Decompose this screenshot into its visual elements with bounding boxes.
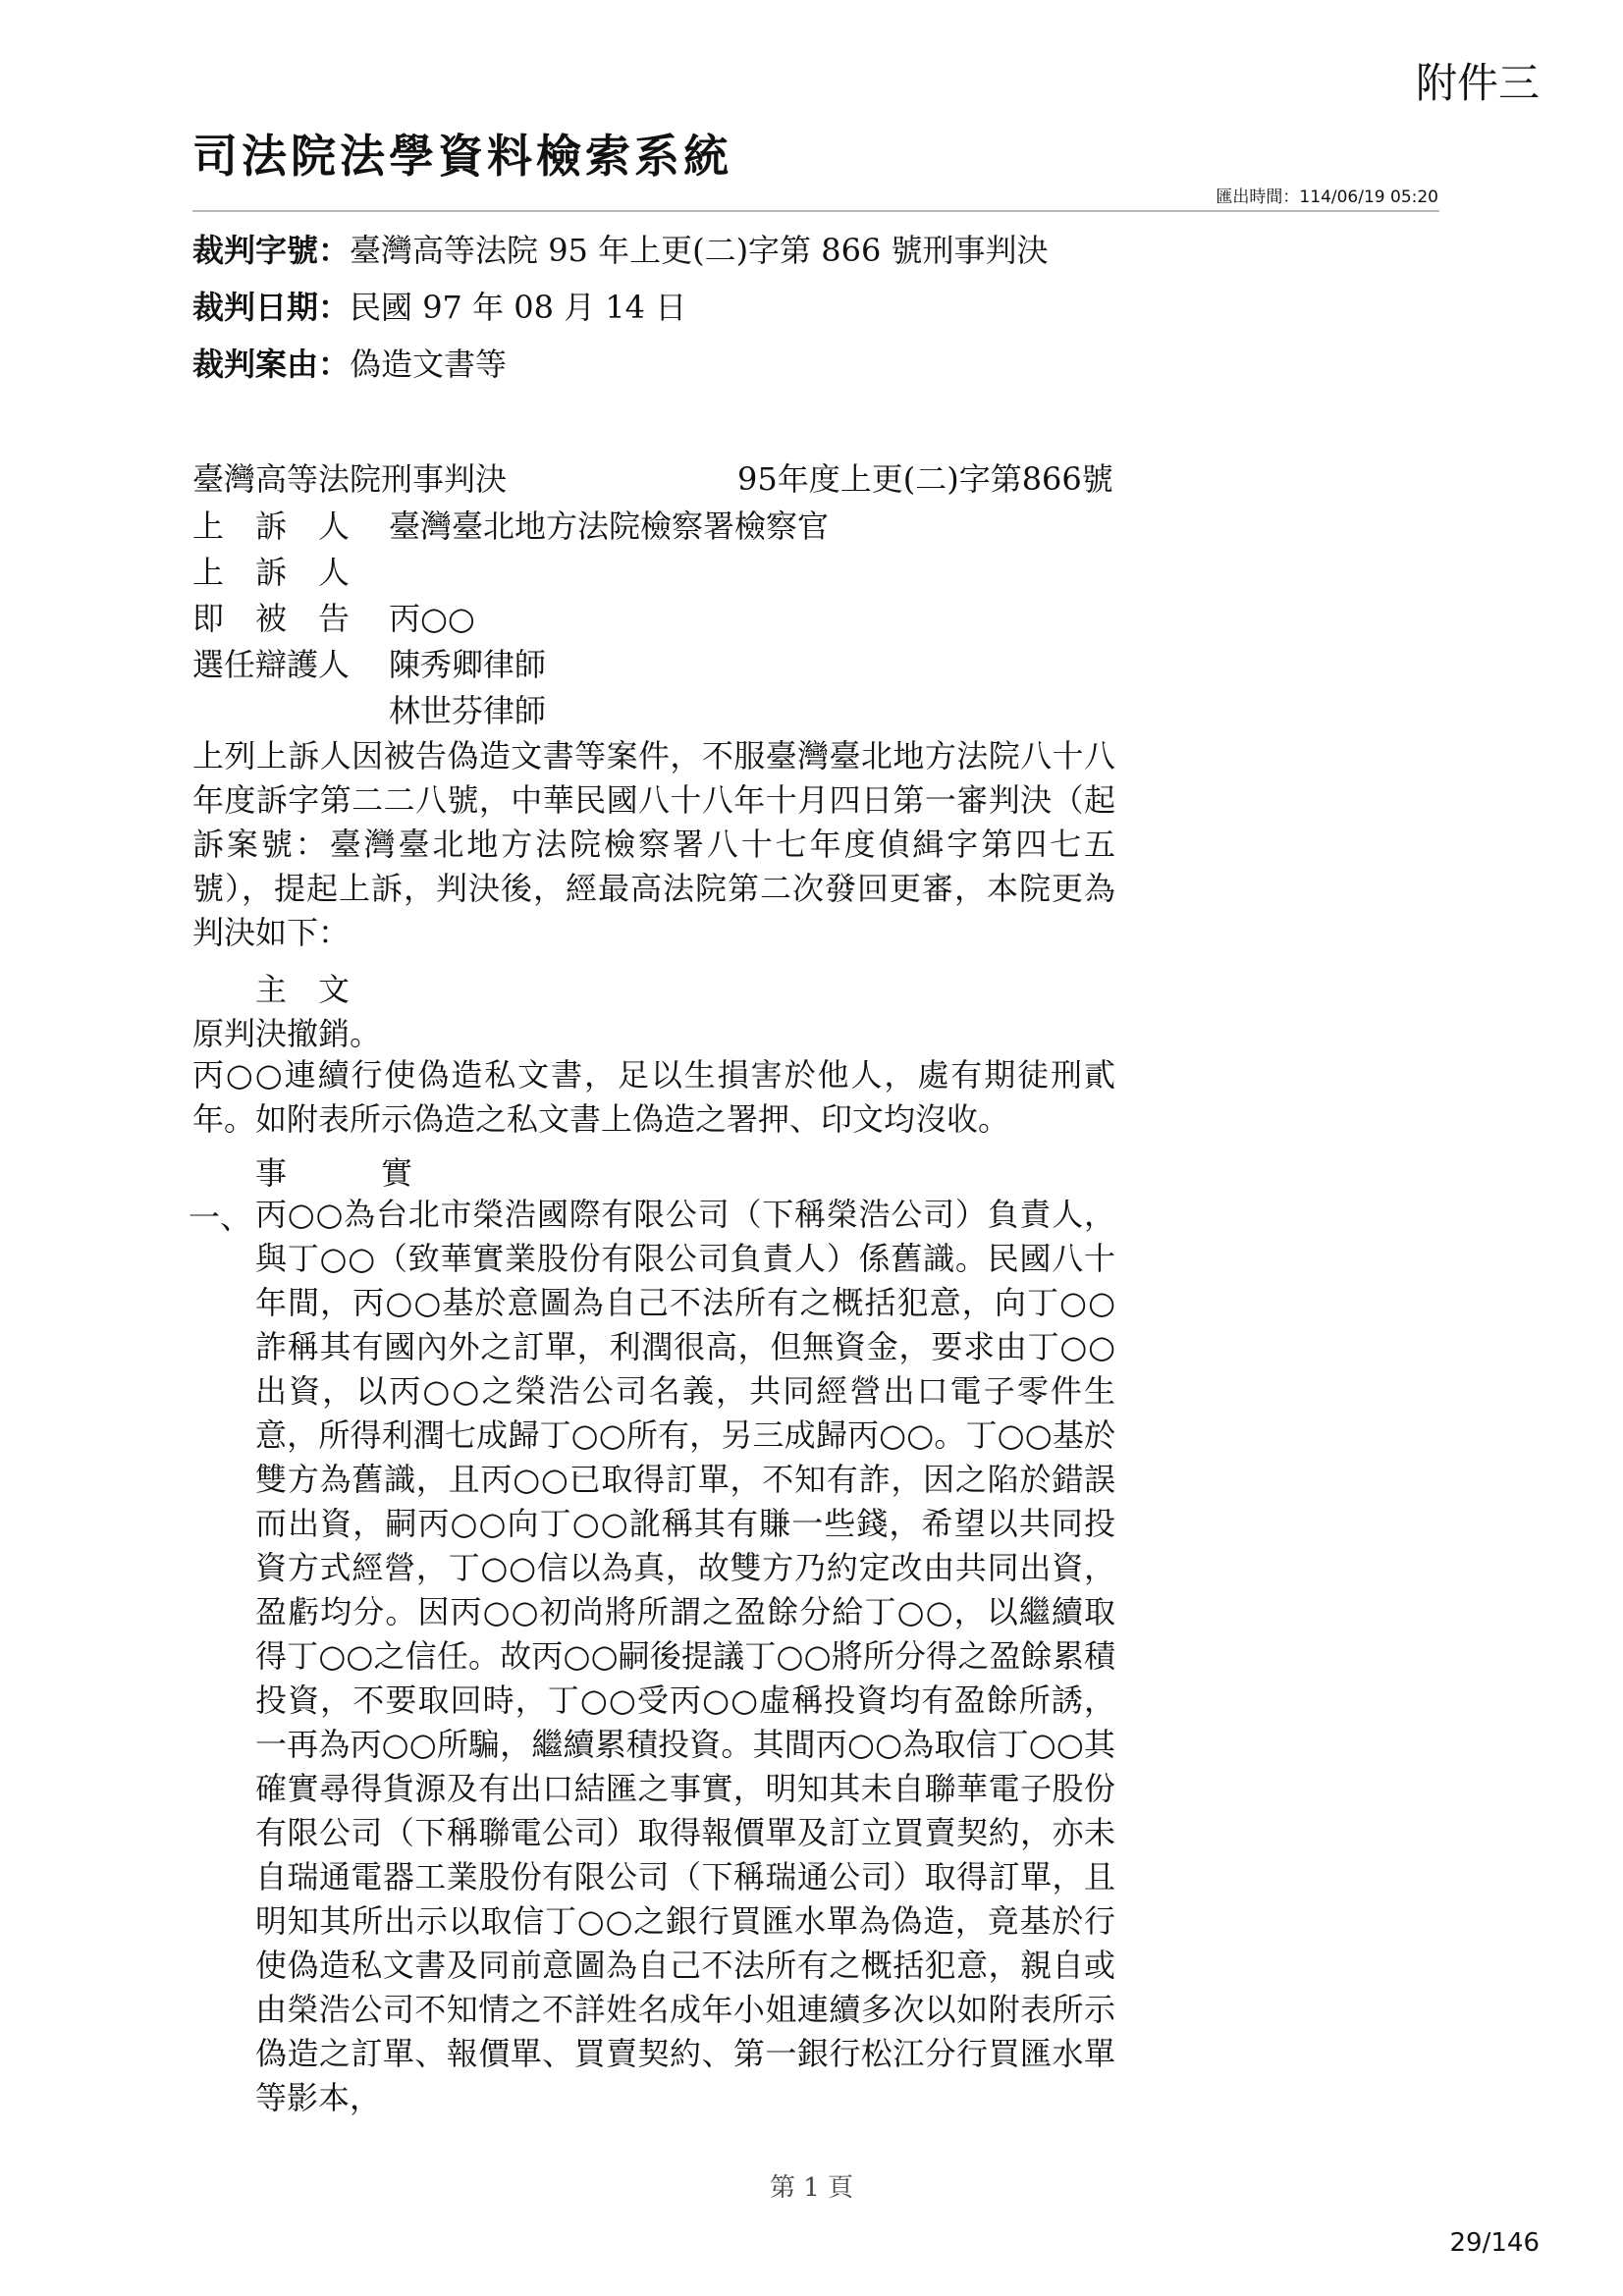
system-title: 司法院法學資料檢索系統 [192, 130, 732, 183]
main-text-heading: 主 文 [255, 971, 351, 1008]
facts-heading: 事 實 [255, 1154, 413, 1192]
judgment-date: 民國 97 年 08 月 14 日 [350, 289, 687, 326]
party-value: 丙○○ [389, 600, 475, 637]
party-value: 林世芬律師 [389, 692, 547, 729]
main-text-paragraph: 丙○○連續行使偽造私文書，足以生損害於他人，處有期徒刑貳年。如附表所示偽造之私文書上偽造之署押、印文均沒收。 [192, 1056, 1115, 1138]
party-label: 上 訴 人 [192, 554, 351, 591]
judgment-number: 95年度上更(二)字第866號 [737, 460, 1113, 498]
main-text-line: 原判決撤銷。 [192, 1015, 382, 1052]
party-label: 選任辯護人 [192, 646, 351, 683]
export-time: 匯出時間：114/06/19 05:20 [1216, 187, 1438, 207]
annex-label: 附件三 [1415, 59, 1540, 107]
case-number: 臺灣高等法院 95 年上更(二)字第 866 號刑事判決 [350, 232, 1049, 269]
page-number: 第 1 頁 [769, 2173, 854, 2203]
intro-paragraph: 上列上訴人因被告偽造文書等案件，不服臺灣臺北地方法院八十八年度訴字第二二八號，中華民國八十八年十月四日第一審判決（起訴案號：臺灣臺北地方法院檢察署八十七年度偵緝字第四七五號），提起上訴，判決後，經最高法院第二次發回更審，本院更為判決如下： [192, 737, 1115, 951]
court-heading: 臺灣高等法院刑事判決 [192, 460, 508, 498]
case-cause-label: 裁判案由： [192, 346, 351, 383]
case-cause-row [192, 340, 507, 385]
party-value: 臺灣臺北地方法院檢察署檢察官 [389, 507, 830, 545]
judgment-body [189, 454, 1115, 2163]
case-cause: 偽造文書等 [350, 346, 508, 383]
party-value: 陳秀卿律師 [389, 646, 547, 683]
judgment-date-label: 裁判日期： [192, 289, 351, 326]
case-number-label: 裁判字號： [192, 232, 351, 269]
party-label: 即 被 告 [192, 600, 351, 637]
judgment-date-row [192, 283, 686, 328]
header-divider [192, 210, 1439, 212]
fact-paragraph: 丙○○為台北市榮浩國際有限公司（下稱榮浩公司）負責人，與丁○○（致華實業股份有限公司負責人）係舊識。民國八十年間，丙○○基於意圖為自己不法所有之概括犯意，向丁○○詐稱其有國內外之訂單，利潤很高，但無資金，要求由丁○○出資，以丙○○之榮浩公司名義，共同經營出口電子零件生意，所得利潤七成歸丁○○所有，另三成歸丙○○。丁○○基於雙方為舊識，且丙○○已取得訂單，不知有詐，因之陷於錯誤而出資，嗣丙○○向丁○○訛稱其有賺一些錢，希望以共同投資方式經營，丁○○信以為真，故雙方乃約定改由共同出資，盈虧均分。因丙○○初尚將所謂之盈餘分給丁○○，以繼續取得丁○○之信任。故丙○○嗣後提議丁○○將所分得之盈餘累積投資，不要取回時，丁○○受丙○○虛稱投資均有盈餘所誘，一再為丙○○所騙，繼續累積投資。其間丙○○為取信丁○○其確實尋得貨源及有出口結匯之事實，明知其未自聯華電子股份有限公司（下稱聯電公司）取得報價單及訂立買賣契約，亦未自瑞通電器工業股份有限公司（下稱瑞通公司）取得訂單，且明知其所出示以取信丁○○之銀行買匯水單為偽造，竟基於行使偽造私文書及同前意圖為自己不法所有之概括犯意，親自或由榮浩公司不知情之不詳姓名成年小姐連續多次以如附表所示偽造之訂單、報價單、買賣契約、第一銀行松江分行買匯水單等影本， [255, 1196, 1115, 2116]
case-number-row [192, 226, 1048, 271]
fact-number: 一、 [189, 1199, 252, 1236]
party-label: 上 訴 人 [192, 507, 351, 545]
page-count: 29/146 [1449, 2228, 1540, 2258]
